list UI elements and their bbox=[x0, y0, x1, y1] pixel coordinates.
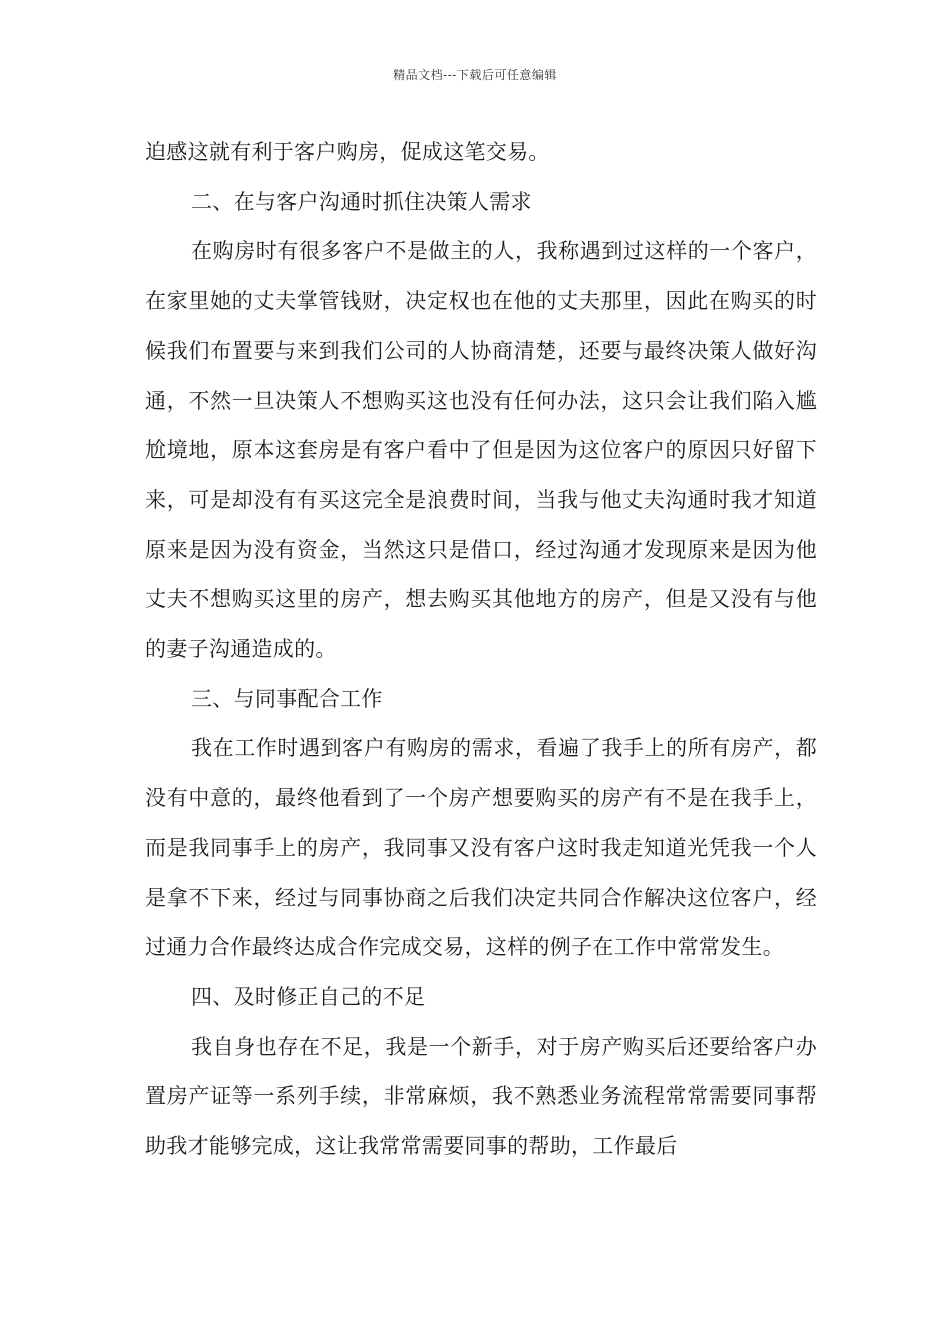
paragraph-continuation: 迫感这就有利于客户购房，促成这笔交易。 bbox=[145, 140, 550, 164]
section-heading-2: 二、在与客户沟通时抓住决策人需求 bbox=[191, 189, 532, 214]
paragraph-self-improvement: 我自身也存在不足，我是一个新手，对于房产购买后还要给客户办置房产证等一系列手续，非常麻烦，我不熟悉业务流程常常需要同事帮助我才能够完成，这让我常常需要同事的帮助，工作最后 bbox=[145, 1034, 817, 1159]
document-body bbox=[145, 128, 817, 1172]
page-header: 精品文档---下载后可任意编辑 bbox=[393, 68, 557, 82]
paragraph-colleague-cooperation: 我在工作时遇到客户有购房的需求，看遍了我手上的所有房产，都没有中意的，最终他看到了一个房产想要购买的房产有不是在我手上，而是我同事手上的房产，我同事又没有客户这时我走知道光凭我一个人是拿不下来，经过与同事协商之后我们决定共同合作解决这位客户，经过通力合作最终达成合作完成交易，这样的例子在工作中常常发生。 bbox=[145, 736, 817, 960]
section-heading-4: 四、及时修正自己的不足 bbox=[191, 984, 426, 1009]
section-heading-3: 三、与同事配合工作 bbox=[191, 686, 383, 711]
paragraph-decision-maker: 在购房时有很多客户不是做主的人，我称遇到过这样的一个客户，在家里她的丈夫掌管钱财，决定权也在他的丈夫那里，因此在购买的时候我们布置要与来到我们公司的人协商清楚，还要与最终决策人做好沟通，不然一旦决策人不想购买这也没有任何办法，这只会让我们陷入尴尬境地，原本这套房是有客户看中了但是因为这位客户的原因只好留下来，可是却没有有买这完全是浪费时间，当我与他丈夫沟通时我才知道原来是因为没有资金，当然这只是借口，经过沟通才发现原来是因为他丈夫不想购买这里的房产，想去购买其他地方的房产，但是又没有与他的妻子沟通造成的。 bbox=[145, 239, 817, 662]
